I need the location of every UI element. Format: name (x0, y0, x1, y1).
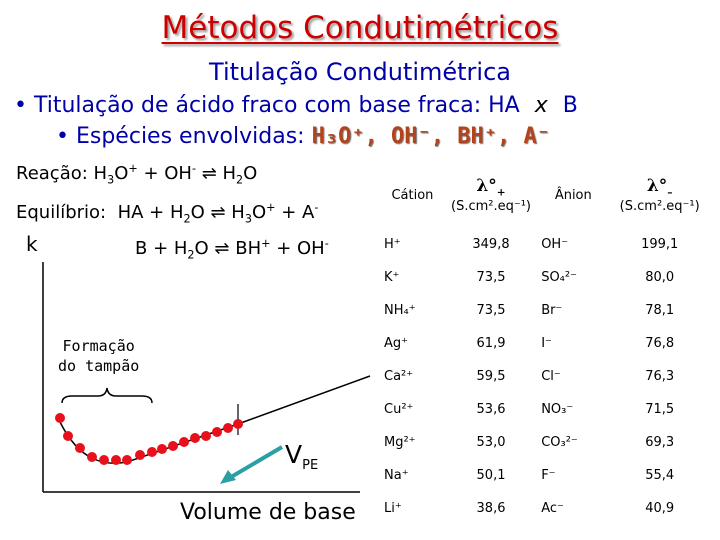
titration-point (63, 431, 73, 441)
table-row (382, 261, 712, 294)
table-row (382, 360, 712, 393)
cation-cell: Na⁺ (384, 468, 409, 483)
titration-point (190, 433, 200, 443)
reaction-label: Reação: (16, 163, 88, 184)
equilibrium-label: Equilíbrio: (16, 202, 107, 223)
cation-cell: H⁺ (384, 237, 401, 252)
lambda-minus-cell: 199,1 (641, 237, 679, 252)
bullet-species-label: Espécies envolvidas: (75, 124, 305, 149)
header-lambda-minus: $\lambda^\circ_-$ (S.cm².eq⁻¹) (619, 176, 700, 214)
lambda-plus-cell: 61,9 (476, 336, 506, 351)
reaction-equation: Reação: $H_3O^+ + OH^-$ ⇌ $H_2O$ (16, 162, 258, 187)
header-cation: Cátion (391, 187, 434, 203)
table-row (382, 426, 712, 459)
anion-cell: Br⁻ (541, 303, 563, 318)
lambda-plus-cell: 73,5 (476, 303, 506, 318)
anion-cell: Ac⁻ (541, 501, 564, 516)
titration-point (223, 423, 233, 433)
titration-point (233, 419, 243, 429)
slide-subtitle: Titulação Condutimétrica (209, 58, 511, 86)
cation-cell: Li⁺ (384, 501, 402, 516)
buffer-label-line1: Formação (62, 337, 135, 355)
bullet-titration: • Titulação de ácido fraco com base fraca: HA x B (14, 93, 578, 118)
titration-point (135, 450, 145, 460)
titration-point (87, 452, 97, 462)
curve-after-endpoint (238, 376, 370, 424)
titration-point (212, 427, 222, 437)
lambda-minus-cell: 80,0 (645, 270, 675, 285)
endpoint-volume-label: $V_{PE}$ (285, 440, 319, 473)
equilibrium-equation-2: $B + H_2O$ ⇌ BH+ + OH- (135, 237, 329, 262)
cation-cell: Cu²⁺ (384, 402, 414, 417)
table-row (382, 327, 712, 360)
cation-cell: Ag⁺ (384, 336, 409, 351)
lambda-minus-cell: 76,8 (645, 336, 675, 351)
table-row (382, 492, 712, 525)
anion-cell: I⁻ (541, 336, 552, 351)
times-symbol: x (534, 93, 548, 118)
titration-point (168, 441, 178, 451)
anion-cell: SO₄²⁻ (541, 270, 577, 285)
lambda-minus-cell: 78,1 (645, 303, 675, 318)
titration-point (147, 447, 157, 457)
buffer-label-line2: do tampão (58, 357, 140, 375)
table-header-row (382, 162, 712, 228)
titration-point (55, 413, 65, 423)
table-row (382, 294, 712, 327)
endpoint-arrow (226, 447, 282, 480)
table-row (382, 459, 712, 492)
lambda-minus-cell: 55,4 (645, 468, 675, 483)
titration-point (157, 444, 167, 454)
equilibrium-equation-1: Equilíbrio: HA + $H_2O$ ⇌ $H_3O^+ + A^-$ (16, 201, 319, 226)
cation-cell: Ca²⁺ (384, 369, 414, 384)
bullet-species: • Espécies envolvidas: H₃O⁺, OH⁻, BH⁺, A⁻ (56, 124, 550, 149)
ionic-conductivity-table (382, 162, 712, 525)
lambda-plus-cell: 59,5 (476, 369, 506, 384)
cation-cell: Mg²⁺ (384, 435, 416, 450)
titration-point (201, 431, 211, 441)
bullet-titration-base: B (562, 93, 578, 118)
volume-axis-label: Volume de base (180, 500, 356, 525)
header-lambda-plus: $\lambda^\circ_+$ (S.cm².eq⁻¹) (451, 176, 532, 214)
buffer-brace (62, 388, 152, 403)
lambda-minus-cell: 76,3 (645, 369, 675, 384)
table-row (382, 393, 712, 426)
titration-point (179, 437, 189, 447)
anion-cell: Cl⁻ (541, 369, 561, 384)
lambda-plus-cell: 73,5 (476, 270, 506, 285)
table-row (382, 228, 712, 261)
anion-cell: CO₃²⁻ (541, 435, 578, 450)
lambda-minus-cell: 69,3 (645, 435, 675, 450)
titration-point (122, 455, 132, 465)
species-list: H₃O⁺, OH⁻, BH⁺, A⁻ (311, 124, 550, 149)
conductance-axis-label: k (26, 232, 38, 256)
titration-point (75, 443, 85, 453)
lambda-plus-cell: 50,1 (476, 468, 506, 483)
lambda-plus-cell: 38,6 (476, 501, 506, 516)
anion-cell: F⁻ (541, 468, 556, 483)
buffer-formation-label (58, 336, 139, 376)
titration-point (111, 455, 121, 465)
lambda-plus-cell: 53,0 (476, 435, 506, 450)
lambda-minus-cell: 40,9 (645, 501, 675, 516)
bullet-titration-text: Titulação de ácido fraco com base fraca: HA (33, 93, 520, 118)
anion-cell: OH⁻ (541, 237, 569, 252)
cation-cell: NH₄⁺ (384, 303, 416, 318)
cation-cell: K⁺ (384, 270, 400, 285)
lambda-minus-cell: 71,5 (645, 402, 675, 417)
header-anion: Ânion (554, 187, 592, 203)
lambda-plus-cell: 53,6 (476, 402, 506, 417)
anion-cell: NO₃⁻ (541, 402, 574, 417)
slide-title: Métodos Condutimétricos (161, 10, 559, 46)
titration-point (99, 455, 109, 465)
lambda-plus-cell: 349,8 (472, 237, 510, 252)
